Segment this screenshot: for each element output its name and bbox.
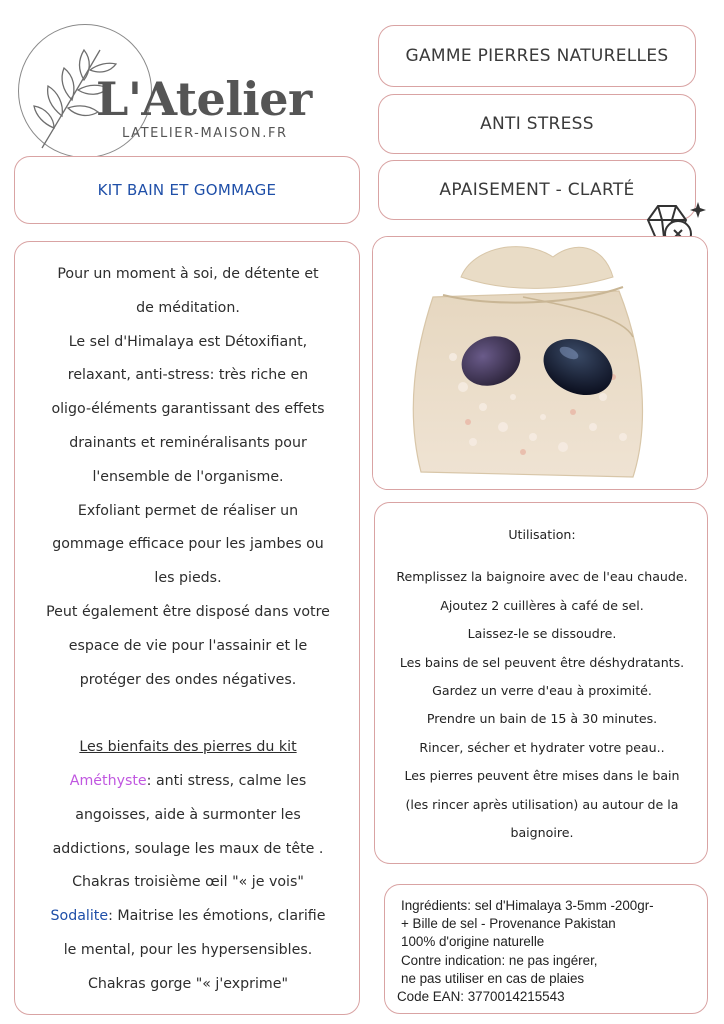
usage-text [375,521,709,847]
desc-line: de méditation. [136,299,240,316]
usage-line: (les rincer après utilisation) au autour de la [405,796,679,812]
amethyste-text: : anti stress, calme les [146,772,307,789]
amethyste-line: angoisses, aide à surmonter les [75,806,301,823]
tag-apaisement-label: APAISEMENT - CLARTÉ [439,180,635,200]
tag-range [378,25,696,87]
description-panel [14,241,360,1015]
desc-line: Le sel d'Himalaya est Détoxifiant, [68,333,308,350]
usage-line: Prendre un bain de 15 à 30 minutes. [426,711,658,727]
desc-line: Exfoliant permet de réaliser un [77,502,299,519]
kit-title: KIT BAIN ET GOMMAGE [97,181,277,199]
usage-line: Ajoutez 2 cuillères à café de sel. [440,597,644,613]
product-photo-box [372,236,708,490]
usage-line: Rincer, sécher et hydrater votre peau.. [419,739,665,755]
benefits-title: Les bienfaits des pierres du kit [79,739,297,756]
sodalite-line: le mental, pour les hypersensibles. [63,941,313,958]
usage-line: Remplissez la baignoire avec de l'eau chaude. [396,569,688,585]
ingredients-line: Code EAN: 3770014215543 [397,989,565,1005]
product-photo [373,237,707,489]
desc-line: oligo-éléments garantissant des effets [51,401,325,418]
tag-range-label: GAMME PIERRES NATURELLES [405,46,669,66]
usage-line: Les bains de sel peuvent être déshydratants. [399,654,685,670]
tag-antistress-label: ANTI STRESS [480,114,594,134]
brand-name: L'Atelier [96,72,312,126]
desc-line: l'ensemble de l'organisme. [92,468,284,485]
desc-line: drainants et reminéralisants pour [69,434,307,451]
brand-logo [14,22,314,162]
desc-line: Pour un moment à soi, de détente et [57,266,319,282]
desc-line: protéger des ondes négatives. [79,671,297,688]
sodalite-text: : Maitrise les émotions, clarifie [108,908,326,925]
desc-line: les pieds. [154,570,222,587]
sodalite-line [15,900,361,934]
description-text [15,258,361,1002]
usage-line: Gardez un verre d'eau à proximité. [432,683,652,699]
usage-line: baignoire. [510,825,574,841]
spacer [375,549,709,563]
amethyste-name: Améthyste [69,772,147,789]
ingredients-text [397,897,654,1006]
sodalite-name: Sodalite [50,908,109,925]
desc-line: gommage efficace pour les jambes ou [52,536,324,553]
amethyste-line [15,765,361,799]
spacer [15,697,361,731]
sodalite-line: Chakras gorge "« j'exprime" [87,975,289,992]
ingredients-line: 100% d'origine naturelle [401,934,545,950]
usage-panel [374,502,708,864]
ingredients-line: Contre indication: ne pas ingérer, [401,952,598,968]
brand-site: LATELIER-MAISON.FR [122,126,288,141]
ingredients-line: Ingrédients: sel d'Himalaya 3-5mm -200gr- [401,898,654,913]
ingredients-panel [384,884,708,1014]
ingredients-line: + Bille de sel - Provenance Pakistan [401,916,616,932]
desc-line: espace de vie pour l'assainir et le [68,637,308,654]
usage-line: Laissez-le se dissoudre. [467,626,617,642]
tag-antistress [378,94,696,154]
amethyste-line: addictions, soulage les maux de tête . [52,840,324,857]
ingredients-line: ne pas utiliser en cas de plaies [401,970,585,986]
amethyste-line: Chakras troisième œil "« je vois" [72,874,304,891]
desc-line: Peut également être disposé dans votre [46,603,330,620]
desc-line: relaxant, anti-stress: très riche en [67,367,309,384]
usage-title: Utilisation: [508,527,576,542]
usage-line: Les pierres peuvent être mises dans le bain [404,768,680,784]
kit-title-box [14,156,360,224]
